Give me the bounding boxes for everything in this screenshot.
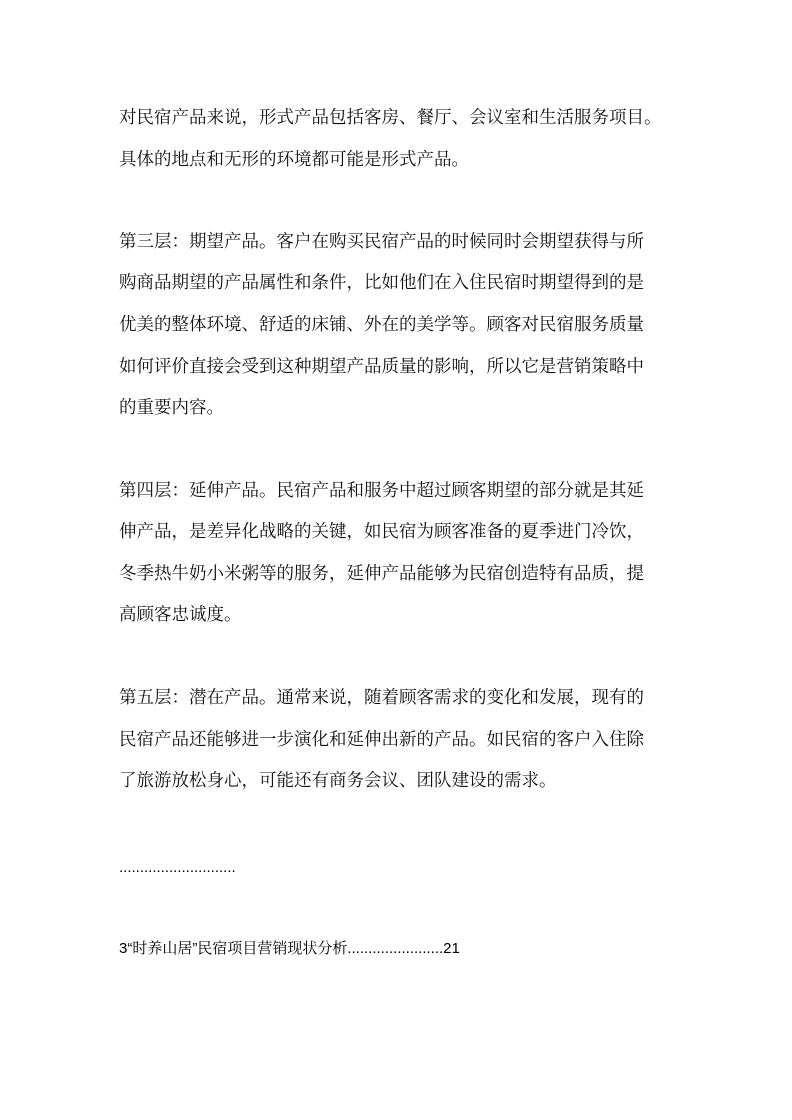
paragraph-line: 了旅游放松身心，可能还有商务会议、团队建设的需求。 bbox=[119, 771, 557, 791]
paragraph-line: 伸产品，是差异化战略的关键，如民宿为顾客准备的夏季进门冷饮， bbox=[119, 522, 644, 542]
paragraph-line: 对民宿产品来说，形式产品包括客房、餐厅、会议室和生活服务项目。 bbox=[119, 108, 662, 128]
paragraph-line: 高顾客忠诚度。 bbox=[119, 605, 242, 625]
paragraph-line: 购商品期望的产品属性和条件，比如他们在入住民宿时期望得到的是 bbox=[119, 273, 644, 293]
paragraph-line: 具体的地点和无形的环境都可能是形式产品。 bbox=[119, 150, 469, 170]
toc-entry: 3“时养山居”民宿项目营销现状分析.......................21 bbox=[119, 940, 460, 957]
ellipsis-separator: ............................ bbox=[119, 859, 236, 876]
paragraph-line: 优美的整体环境、舒适的床铺、外在的美学等。顾客对民宿服务质量 bbox=[119, 315, 644, 335]
paragraph-line: 如何评价直接会受到这种期望产品质量的影响，所以它是营销策略中 bbox=[119, 357, 644, 377]
paragraph-line: 冬季热牛奶小米粥等的服务，延伸产品能够为民宿创造特有品质，提 bbox=[119, 564, 644, 584]
paragraph-line: 第五层：潜在产品。通常来说，随着顾客需求的变化和发展，现有的 bbox=[119, 688, 644, 708]
paragraph-line: 第四层：延伸产品。民宿产品和服务中超过顾客期望的部分就是其延 bbox=[119, 481, 644, 501]
paragraph-line: 民宿产品还能够进一步演化和延伸出新的产品。如民宿的客户入住除 bbox=[119, 730, 644, 750]
paragraph-line: 第三层：期望产品。客户在购买民宿产品的时候同时会期望获得与所 bbox=[119, 232, 644, 252]
paragraph-line: 的重要内容。 bbox=[119, 398, 224, 418]
